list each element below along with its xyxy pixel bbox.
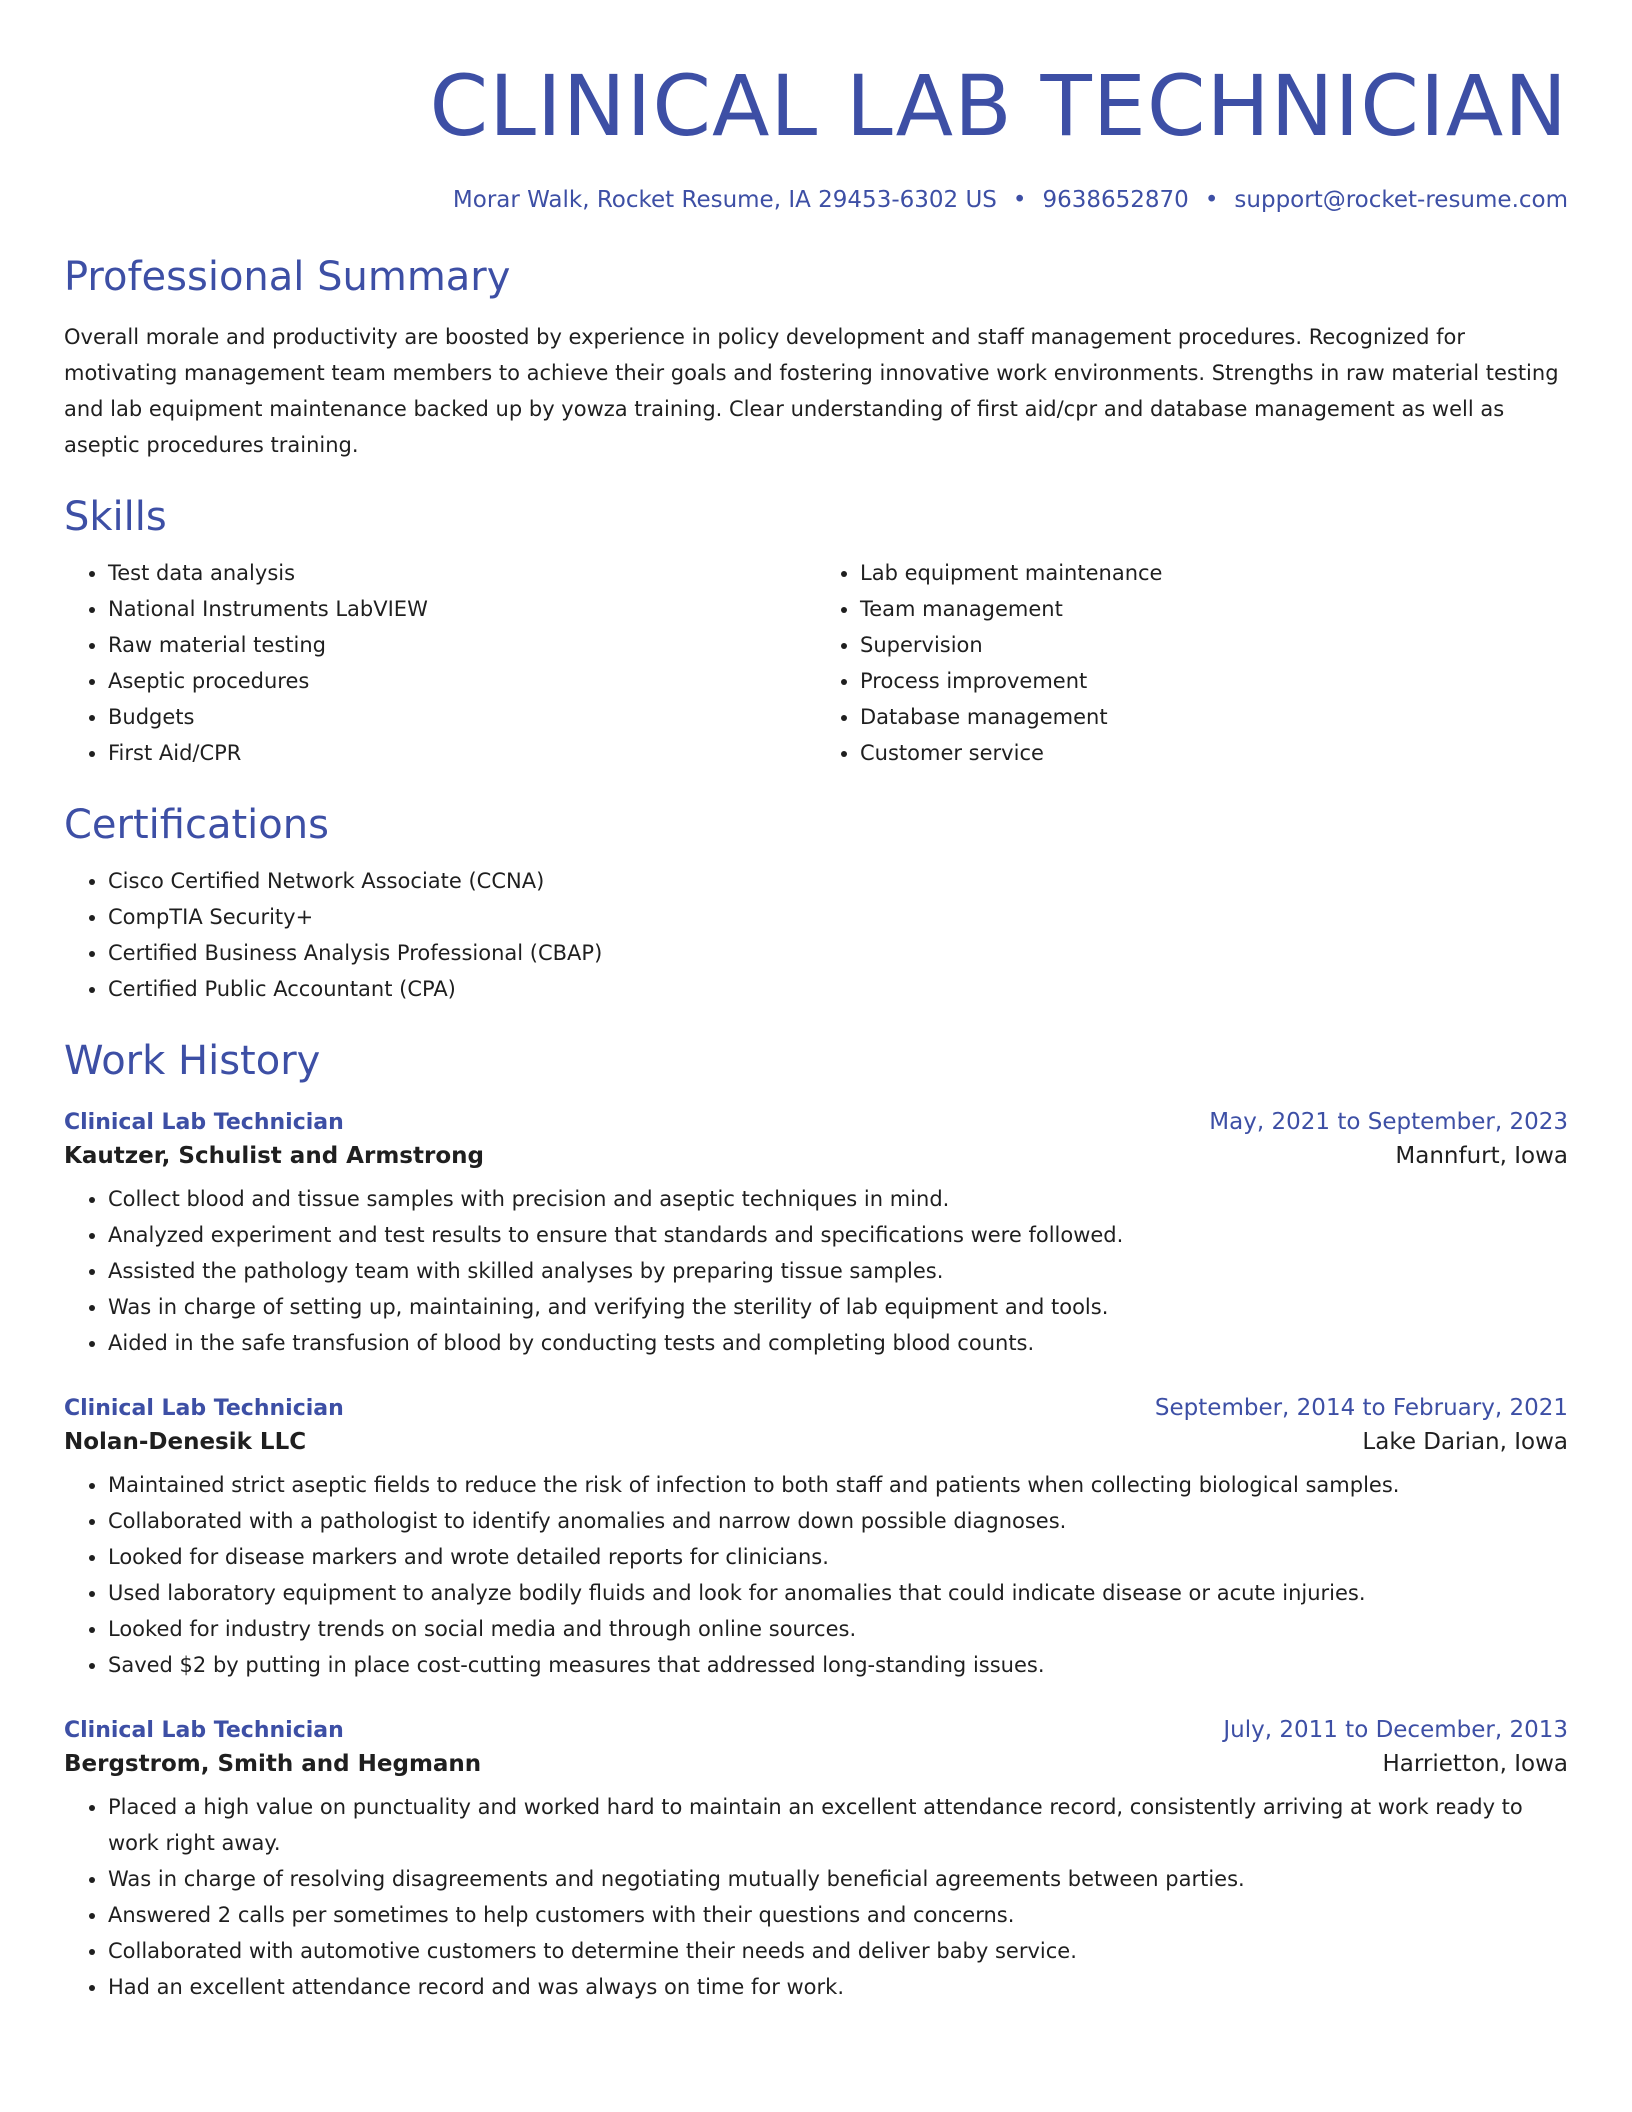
job-dates: May, 2021 to September, 2023	[1209, 1109, 1568, 1135]
skill-item: • Aseptic procedures	[108, 663, 816, 699]
skills-list-right	[816, 555, 1568, 771]
contact-email[interactable]: support@rocket-resume.com	[1234, 187, 1568, 213]
skills-columns	[64, 541, 1568, 771]
job-header	[64, 1395, 1568, 1421]
work-history-list	[64, 1109, 1568, 2005]
job-title: Clinical Lab Technician	[64, 1110, 344, 1135]
work-history-heading: Work History	[64, 1038, 321, 1084]
job-bullets	[64, 1467, 1568, 1683]
job-bullet: • Was in charge of setting up, maintaining, and verifying the sterility of lab equipment and tools.	[108, 1289, 1568, 1325]
summary-heading: Professional Summary	[64, 254, 511, 300]
skill-item: • Budgets	[108, 699, 816, 735]
job-bullet: • Analyzed experiment and test results to ensure that standards and specifications were followed.	[108, 1217, 1568, 1253]
job-company: Bergstrom, Smith and Hegmann	[64, 1751, 482, 1777]
summary-text: Overall morale and productivity are boosted by experience in policy development and staff management procedures. Recognized for motivating management team members to achieve their goals and fostering innovative work environments. Strengths in raw material testing and lab equipment maintenance backed up by yowza training. Clear understanding of first aid/cpr and database management as well as aseptic procedures training.	[64, 325, 1559, 457]
certification-item: • CompTIA Security+	[108, 899, 1568, 935]
job-location: Mannfurt, Iowa	[1395, 1143, 1568, 1169]
job-bullet: • Was in charge of resolving disagreements and negotiating mutually beneficial agreements between parties.	[108, 1861, 1568, 1897]
skill-item: • First Aid/CPR	[108, 735, 816, 771]
job-location: Lake Darian, Iowa	[1362, 1429, 1568, 1455]
job-bullet: • Maintained strict aseptic fields to reduce the risk of infection to both staff and patients when collecting biological samples.	[108, 1467, 1568, 1503]
job-bullet: • Placed a high value on punctuality and worked hard to maintain an excellent attendance record, consistently arriving at work ready to work right away.	[108, 1789, 1568, 1861]
contact-line	[64, 187, 1568, 213]
job-entry	[64, 1395, 1568, 1683]
skills-heading: Skills	[64, 494, 167, 540]
job-title: Clinical Lab Technician	[64, 1396, 344, 1421]
job-bullet: • Had an excellent attendance record and was always on time for work.	[108, 1969, 1568, 2005]
job-subheader	[64, 1143, 1568, 1169]
skill-item: • Test data analysis	[108, 555, 816, 591]
certifications-heading: Certifications	[64, 802, 329, 848]
job-bullet: • Answered 2 calls per sometimes to help customers with their questions and concerns.	[108, 1897, 1568, 1933]
job-location: Harrietton, Iowa	[1382, 1751, 1568, 1777]
certifications-list	[64, 863, 1568, 1007]
job-entry	[64, 1109, 1568, 1361]
job-dates: September, 2014 to February, 2021	[1154, 1395, 1568, 1421]
job-bullets	[64, 1789, 1568, 2005]
job-bullet: • Looked for industry trends on social media and through online sources.	[108, 1611, 1568, 1647]
certification-item: • Cisco Certified Network Associate (CCNA)	[108, 863, 1568, 899]
job-subheader	[64, 1751, 1568, 1777]
skill-item: • Lab equipment maintenance	[860, 555, 1568, 591]
skills-list-left	[64, 555, 816, 771]
candidate-title: CLINICAL LAB TECHNICIAN	[429, 57, 1568, 155]
skill-item: • Database management	[860, 699, 1568, 735]
job-bullet: • Looked for disease markers and wrote detailed reports for clinicians.	[108, 1539, 1568, 1575]
job-bullet: • Saved $2 by putting in place cost-cutting measures that addressed long-standing issues.	[108, 1647, 1568, 1683]
job-bullet: • Aided in the safe transfusion of blood by conducting tests and completing blood counts.	[108, 1325, 1568, 1361]
job-bullet: • Collect blood and tissue samples with precision and aseptic techniques in mind.	[108, 1181, 1568, 1217]
job-title: Clinical Lab Technician	[64, 1718, 344, 1743]
certification-item: • Certified Business Analysis Professional (CBAP)	[108, 935, 1568, 971]
skill-item: • National Instruments LabVIEW	[108, 591, 816, 627]
job-header	[64, 1717, 1568, 1743]
resume-page	[64, 40, 1568, 2005]
skill-item: • Team management	[860, 591, 1568, 627]
skill-item: • Raw material testing	[108, 627, 816, 663]
skill-item: • Process improvement	[860, 663, 1568, 699]
job-company: Nolan-Denesik LLC	[64, 1429, 307, 1455]
job-bullets	[64, 1181, 1568, 1361]
job-header	[64, 1109, 1568, 1135]
job-bullet: • Collaborated with a pathologist to identify anomalies and narrow down possible diagnoses.	[108, 1503, 1568, 1539]
job-bullet: • Used laboratory equipment to analyze bodily fluids and look for anomalies that could indicate disease or acute injuries.	[108, 1575, 1568, 1611]
job-dates: July, 2011 to December, 2013	[1223, 1717, 1568, 1743]
skill-item: • Customer service	[860, 735, 1568, 771]
skill-item: • Supervision	[860, 627, 1568, 663]
job-company: Kautzer, Schulist and Armstrong	[64, 1143, 484, 1169]
job-subheader	[64, 1429, 1568, 1455]
job-entry	[64, 1717, 1568, 2005]
contact-phone[interactable]: 9638652870	[1042, 187, 1189, 213]
job-bullet: • Collaborated with automotive customers to determine their needs and deliver baby service.	[108, 1933, 1568, 1969]
contact-address: Morar Walk, Rocket Resume, IA 29453-6302 US	[452, 187, 997, 213]
job-bullet: • Assisted the pathology team with skilled analyses by preparing tissue samples.	[108, 1253, 1568, 1289]
certification-item: • Certified Public Accountant (CPA)	[108, 971, 1568, 1007]
contact-separator: •	[1012, 187, 1027, 213]
contact-separator: •	[1204, 187, 1219, 213]
